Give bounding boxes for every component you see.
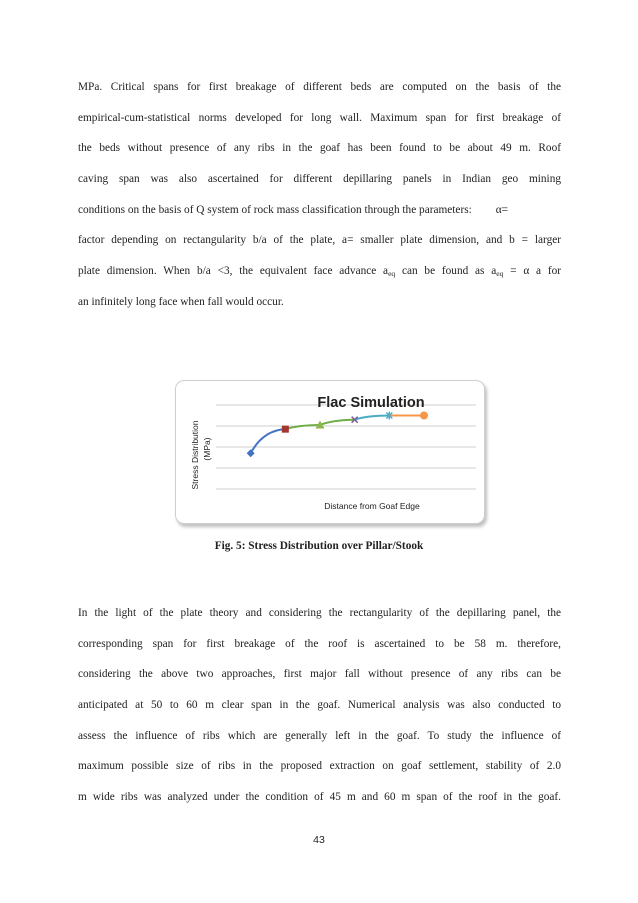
- p2-line-3: considering the above two approaches, first major fall without presence of any ribs can be: [78, 668, 561, 681]
- p1-line-3: the beds without presence of any ribs in the goaf has been found to be about 49 m. Roof: [78, 142, 561, 155]
- y-axis-label: Stress Distribution: [190, 420, 200, 490]
- data-point-6: [420, 412, 428, 420]
- x-axis-label: Distance from Goaf Edge: [324, 501, 420, 511]
- eq-subscript-2: eq: [496, 269, 504, 279]
- page-number: 43: [313, 834, 325, 846]
- figure-caption: Fig. 5: Stress Distribution over Pillar/Stook: [214, 540, 424, 552]
- p1-line-1: MPa. Critical spans for first breakage of different beds are computed on the basis of the: [78, 81, 561, 93]
- p2-line-7: m wide ribs was analyzed under the condition of 45 m and 60 m span of the roof in the goaf.: [78, 791, 561, 804]
- series-line-segment-2: [285, 425, 320, 429]
- p1-line-6: factor depending on rectangularity b/a of the plate, a= smaller plate dimension, and b = larger: [78, 234, 561, 247]
- p2-line-5: assess the influence of ribs which are generally left in the goaf. To study the influence of: [78, 729, 561, 742]
- p2-line-6: maximum possible size of ribs in the proposed extraction on goaf settlement, stability of 2.0: [78, 760, 561, 773]
- p1-line-7-a: plate dimension. When b/a <3, the equivalent face advance a: [78, 265, 389, 278]
- p2-line-2: corresponding span for first breakage of the roof is ascertained to be 58 m. therefore,: [78, 637, 561, 650]
- p2-line-4: anticipated at 50 to 60 m clear span in the goaf. Numerical analysis was also conducted to: [78, 699, 561, 712]
- p1-line-7-c: = α a for: [503, 265, 562, 278]
- alpha-symbol: α=: [495, 203, 509, 216]
- p1-line-2: empirical-cum-statistical norms developed for long wall. Maximum span for first breakage of: [78, 111, 561, 124]
- p1-line-5-text: conditions on the basis of Q system of rock mass classification through the parameters:: [78, 203, 472, 216]
- p1-line-7: [78, 256, 561, 287]
- series-line-segment-1: [251, 429, 286, 453]
- p1-line-8: an infinitely long face when fall would occur.: [78, 295, 284, 308]
- chart-frame: [175, 380, 485, 524]
- p1-line-7-b: can be found as a: [395, 265, 497, 278]
- data-point-1: [247, 449, 255, 457]
- p1-line-5: [78, 195, 561, 226]
- eq-subscript-1: eq: [388, 269, 396, 279]
- y-axis-unit: (MPa): [202, 437, 212, 461]
- paragraph-2: [78, 598, 561, 813]
- chart-title: Flac Simulation: [317, 395, 425, 411]
- paragraph-1: [78, 72, 561, 318]
- p2-line-1: In the light of the plate theory and considering the rectangularity of the depillaring panel, the: [78, 607, 561, 619]
- flac-simulation-chart: [176, 381, 484, 523]
- series-line-segment-3: [320, 420, 355, 425]
- series-line-segment-4: [355, 416, 390, 420]
- p1-line-4: caving span was also ascertained for different depillaring panels in Indian geo mining: [78, 173, 561, 186]
- data-point-2: [282, 426, 289, 433]
